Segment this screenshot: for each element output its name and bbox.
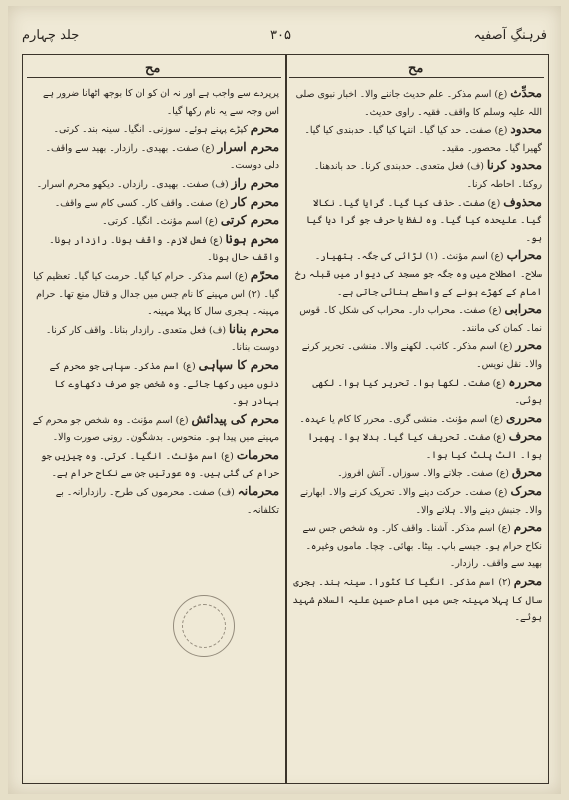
entry-headword: محدود کرنا [486, 158, 542, 173]
right-column-rule [289, 77, 544, 78]
column-divider [285, 55, 287, 783]
entry-definition: (ع) اسم مذکر۔ کاتب۔ لکھنے والا۔ منشی۔ تحریر کرنے والا۔ نقل نویس۔ [301, 341, 542, 370]
entry-definition: (ف) فعل متعدی۔ حدبندی کرنا۔ حد باندھنا۔ روکنا۔ احاطہ کرنا۔ [313, 161, 542, 190]
dictionary-entry [292, 121, 542, 157]
stamp-inner-ring [182, 604, 226, 648]
dictionary-entry [29, 267, 279, 321]
entry-headword: محرک [510, 484, 542, 499]
entry-headword: محرم [250, 121, 279, 136]
dictionary-entry [29, 321, 279, 357]
entry-definition: (ع) فعل لازم۔ واقف ہونا۔ رازدار ہونا۔ واقف حال ہونا۔ [49, 234, 279, 264]
dictionary-entry [29, 447, 279, 483]
dictionary-page [8, 6, 561, 794]
entry-definition: (ع) صفت۔ تحریف کیا گیا۔ بدلا ہوا۔ پھیرا ہوا۔ الٹ پلٹ کیا ہوا۔ [307, 432, 542, 461]
dictionary-entry [292, 85, 542, 121]
entry-definition: (ع) صفت۔ حرکت دینے والا۔ تحریک کرنے والا۔ ابھارنے والا۔ جنبش دینے والا۔ ہلانے والا۔ [300, 487, 542, 516]
dictionary-entry [292, 428, 542, 464]
entry-headword: محرابی [504, 302, 542, 317]
entry-headword: محرم اسرار [217, 139, 279, 154]
entry-definition: (ع) اسم مذکر۔ علم حدیث جاننے والا۔ اخبار نبوی صلی اللہ علیہ وسلم کا واقف۔ فقیہ۔ راوی حدیث۔ [295, 89, 542, 118]
entry-headword: محراب [506, 248, 542, 263]
page-number: ۳۰۵ [270, 28, 291, 43]
left-column-marker: مح [145, 61, 161, 76]
entry-definition: (۲) اسم مذکر۔ انگیا کا کٹورا۔ سینہ بند۔ ہجری سال کا پہلا مہینہ جس میں امام حسین علیہ السلام شہید ہوئے۔ [292, 577, 542, 624]
right-column-marker: مح [408, 61, 424, 76]
entry-definition: (ع) صفت۔ محراب دار۔ محراب کی شکل کا۔ قوس نما۔ کمان کی مانند۔ [299, 305, 542, 334]
dictionary-entry [29, 194, 279, 213]
dictionary-entry [29, 483, 279, 519]
dictionary-entry [29, 357, 279, 411]
entry-definition: (ع) اسم مؤنث۔ منشی گری۔ محرر کا کام یا عہدہ۔ [299, 413, 507, 425]
entry-definition: (ف) صفت۔ محرموں کی طرح۔ رازدارانہ۔ بے تکلفانہ۔ [55, 487, 279, 516]
entry-definition: (ع) اسم مؤنث۔ انگیا۔ کرتی۔ وہ چیزیں جو حرام کی گئی ہیں۔ وہ عورتیں جن سے نکاح حرام ہے۔ [40, 450, 279, 480]
dictionary-entry [292, 483, 542, 519]
entry-headword: محذوف [503, 194, 542, 209]
dictionary-entry [292, 157, 542, 193]
dictionary-entry [29, 85, 279, 120]
entry-headword: محرف [508, 429, 542, 444]
right-column [292, 85, 542, 775]
entry-headword: محرم کی پیدائش [191, 411, 279, 426]
entry-definition: (ع) اسم مذکر۔ حرام کیا گیا۔ حرمت کیا گیا۔ تعظیم کیا گیا۔ (۲) اس مہینے کا نام جس میں جدال و قتال منع تھا۔ حرام مہینہ۔ ہجری سال کا پہلا مہینہ۔ [33, 270, 279, 318]
dictionary-entry [292, 374, 542, 410]
entry-definition: (ع) صفت۔ جلانے والا۔ سوزاں۔ آتش افروز۔ [337, 468, 512, 480]
entry-definition: (ع) اسم مذکر۔ آشنا۔ واقف کار۔ وہ شخص جس سے نکاح حرام ہو۔ جیسے باپ۔ بیٹا۔ بھائی۔ چچا۔ ماموں وغیرہ۔ بھید سے واقف۔ رازدار۔ [302, 523, 542, 570]
entry-headword: محرم کا سپاہی [198, 357, 279, 372]
entry-definition: کپڑے پہنے ہوئے۔ سوزنی۔ انگیا۔ سینہ بند۔ کرتی۔ [53, 124, 251, 136]
entry-headword: محرم راز [231, 175, 279, 190]
entry-headword: محرم [513, 520, 542, 535]
entry-definition: (ع) اسم مذکر۔ سپاہی جو محرم کے دنوں میں رکھا جائے۔ وہ شخص جو صرف دکھاوے کا بہادر ہو۔ [49, 360, 279, 408]
entry-definition: (ع) صفت۔ واقف کار۔ کسی کام سے واقف۔ [54, 197, 232, 209]
entry-definition: (ع) صفت۔ لکھا ہوا۔ تحریر کیا ہوا۔ لکھی ہوئی۔ [312, 377, 542, 407]
left-column [29, 85, 279, 775]
dictionary-entry [29, 120, 279, 139]
volume-label: جلد چہارم [22, 28, 80, 43]
entry-definition: (ع) اسم مؤنث۔ وہ شخص جو محرم کے مہینے میں پیدا ہو۔ منحوس۔ بدشگون۔ رونی صورت والا۔ [32, 414, 279, 444]
entry-headword: محرم [513, 574, 542, 589]
dictionary-entry [292, 301, 542, 337]
entry-headword: محرمانہ [237, 484, 279, 499]
entry-headword: محررہ [508, 374, 542, 389]
dictionary-entry [292, 410, 542, 429]
dictionary-entry [292, 519, 542, 573]
dictionary-entry [29, 231, 279, 267]
entry-headword: محرم ہونا [225, 231, 279, 246]
library-stamp [173, 595, 235, 657]
dictionary-entry [292, 464, 542, 483]
dictionary-entry [292, 247, 542, 301]
dictionary-entry [292, 337, 542, 373]
entry-definition: (ع) صفت۔ حد کیا گیا۔ انتہا کیا گیا۔ حدبندی کیا گیا۔ گھیرا گیا۔ محصور۔ مقید۔ [304, 125, 542, 154]
entry-headword: محرم بنانا [228, 321, 279, 336]
entry-headword: محرر [515, 338, 542, 353]
dictionary-entry [292, 194, 542, 248]
entry-definition: (ع) صفت۔ بھیدی۔ رازدار۔ بھید سے واقف۔ دلی دوست۔ [45, 142, 279, 172]
entry-definition: (ف) صفت۔ بھیدی۔ رازداں۔ دیکھو محرم اسرار۔ [36, 178, 232, 190]
entry-definition: (ع) صفت۔ حذف کیا گیا۔ گرایا گیا۔ نکالا گیا۔ علیحدہ کیا گیا۔ وہ لفظ یا حرف جو گرا دیا گیا ہو۔ [305, 197, 542, 244]
entry-headword: محرم کرتی [220, 213, 279, 228]
dictionary-entry [29, 411, 279, 447]
dictionary-entry [29, 212, 279, 231]
dictionary-entry [29, 139, 279, 175]
entry-headword: محدود [510, 122, 542, 137]
book-title: فرہنگِ آصفیہ [473, 28, 547, 43]
page-header [8, 6, 561, 46]
dictionary-entry [29, 175, 279, 194]
entry-definition: پرپردے سے واجب ہے اور نہ ان کو ان کا بوجھ اٹھانا ضرور ہے اس وجہ سے یہ نام رکھا گیا۔ [42, 88, 279, 117]
entry-headword: محرمات [236, 447, 279, 462]
entry-definition: (ع) اسم مؤنث۔ انگیا۔ کرتی۔ [102, 216, 221, 228]
page-frame [22, 54, 549, 784]
entry-headword: محرم کار [231, 194, 279, 209]
entry-definition: (ف) فعل متعدی۔ رازدار بنانا۔ واقف کار کرنا۔ دوست بنانا۔ [45, 324, 279, 354]
entry-headword: محرق [511, 465, 542, 480]
entry-headword: محرّم [250, 267, 279, 282]
left-column-rule [27, 77, 281, 78]
entry-headword: محرری [506, 410, 542, 425]
entry-headword: محدِّث [510, 86, 542, 100]
entry-definition: (ع) اسم مؤنث۔ (۱) لڑائی کی جگہ۔ ہتھیار۔ سلاح۔ اصطلاح میں وہ جگہ جو مسجد کی دیوار میں قبلہ رخ امام کے کھڑے ہونے کے واسطے بنائی جاتی ہے۔ [294, 251, 542, 298]
dictionary-entry [292, 573, 542, 627]
